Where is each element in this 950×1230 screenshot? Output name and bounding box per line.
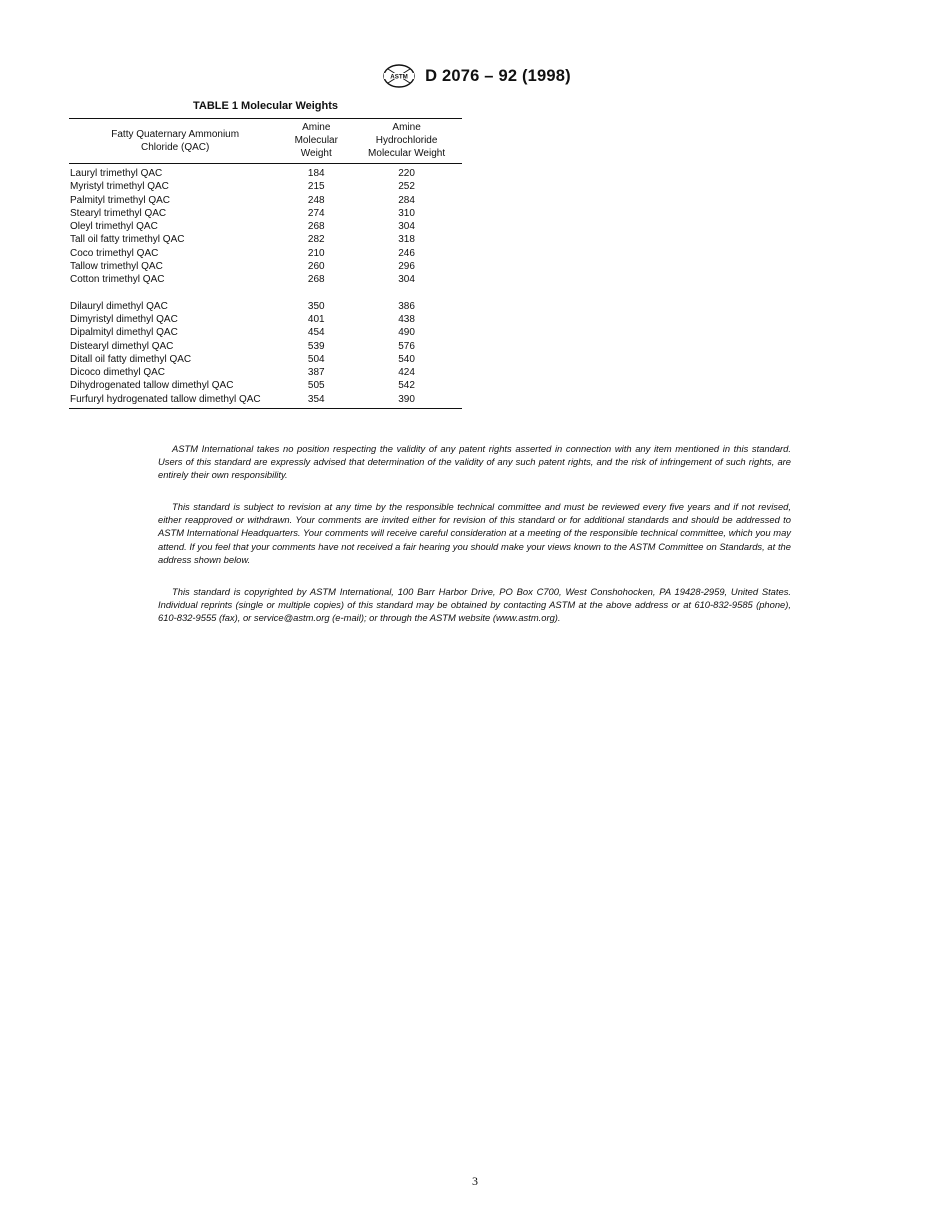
table-row bbox=[69, 260, 462, 273]
table-row bbox=[69, 366, 462, 379]
row-amine-mw: 454 bbox=[307, 327, 325, 339]
table-row bbox=[69, 353, 462, 366]
row-amine-mw: 505 bbox=[307, 380, 325, 392]
row-amine-mw: 387 bbox=[307, 367, 325, 379]
row-hcl-mw: 424 bbox=[398, 367, 415, 379]
row-name: Cotton trimethyl QAC bbox=[70, 274, 165, 286]
row-amine-mw: 248 bbox=[307, 194, 325, 206]
table-row bbox=[69, 300, 462, 313]
table-body bbox=[69, 164, 462, 409]
row-hcl-mw: 304 bbox=[398, 274, 415, 286]
row-amine-mw: 274 bbox=[307, 207, 325, 219]
row-name: Dihydrogenated tallow dimethyl QAC bbox=[70, 380, 234, 392]
row-hcl-mw: 390 bbox=[351, 393, 462, 409]
col-header-qac: Fatty Quaternary Ammonium Chloride (QAC) bbox=[69, 119, 281, 164]
copyright-notice: This standard is copyrighted by ASTM International, 100 Barr Harbor Drive, PO Box C700, West Conshohocken, PA 19428-2959, United States. Individual reprints (single or multiple copies) of this standard may be obtained by contacting ASTM at the above address or at 610-832-9585 (phone), 610-832-9555 (fax), or service@astm.org (e-mail); or through the ASTM website (www.astm.org). bbox=[158, 586, 791, 624]
revision-notice: This standard is subject to revision at any time by the responsible technical committee and must be reviewed every five years and if not revised, either reapproved or withdrawn. Your comments are invited either for revision of this standard or for additional standards and should be addressed to ASTM International Headquarters. Your comments will receive careful consideration at a meeting of the responsible technical committee, which you may attend. If you feel that your comments have not received a fair hearing you should make your views known to the ASTM Committee on Standards, at the address shown below. bbox=[158, 501, 791, 565]
row-amine-mw: 215 bbox=[307, 181, 325, 193]
row-amine-mw: 282 bbox=[307, 234, 325, 246]
row-amine-mw: 539 bbox=[307, 340, 325, 352]
row-amine-mw: 350 bbox=[307, 300, 325, 312]
table-row bbox=[69, 326, 462, 339]
row-amine-mw: 268 bbox=[307, 221, 325, 233]
table-row bbox=[69, 247, 462, 260]
table-row bbox=[69, 313, 462, 326]
row-name: Furfuryl hydrogenated tallow dimethyl QAC bbox=[69, 393, 281, 409]
row-hcl-mw: 542 bbox=[398, 380, 415, 392]
table-row bbox=[69, 180, 462, 193]
standard-designation: D 2076 – 92 (1998) bbox=[425, 66, 571, 85]
row-amine-mw: 184 bbox=[307, 168, 325, 179]
astm-logo-icon bbox=[379, 62, 419, 90]
row-name: Dilauryl dimethyl QAC bbox=[70, 300, 168, 312]
row-hcl-mw: 220 bbox=[398, 168, 415, 179]
row-hcl-mw: 304 bbox=[398, 221, 415, 233]
row-hcl-mw: 438 bbox=[398, 313, 415, 325]
table-row bbox=[69, 207, 462, 220]
table-row bbox=[69, 233, 462, 246]
row-amine-mw: 210 bbox=[307, 247, 325, 259]
table-row bbox=[69, 340, 462, 353]
page-number: 3 bbox=[472, 1174, 478, 1188]
row-name: Ditall oil fatty dimethyl QAC bbox=[70, 353, 192, 365]
table-title: TABLE 1 Molecular Weights bbox=[192, 100, 339, 112]
row-hcl-mw: 318 bbox=[398, 234, 415, 246]
table-row bbox=[69, 393, 462, 409]
table-row bbox=[69, 273, 462, 286]
table-row bbox=[69, 194, 462, 207]
row-hcl-mw: 246 bbox=[398, 247, 415, 259]
row-amine-mw: 401 bbox=[307, 313, 325, 325]
col-header-hcl: Amine Hydrochloride Molecular Weight bbox=[351, 119, 462, 164]
row-name: Lauryl trimethyl QAC bbox=[70, 168, 163, 179]
molecular-weights-table bbox=[69, 100, 462, 409]
row-hcl-mw: 296 bbox=[398, 261, 415, 273]
col-header-amine: Amine Molecular Weight bbox=[281, 119, 351, 164]
row-name: Dipalmityl dimethyl QAC bbox=[70, 327, 178, 339]
row-name: Tallow trimethyl QAC bbox=[70, 261, 163, 273]
row-name: Palmityl trimethyl QAC bbox=[70, 194, 171, 206]
data-table bbox=[69, 118, 462, 409]
row-amine-mw: 504 bbox=[307, 353, 325, 365]
row-name: Coco trimethyl QAC bbox=[70, 247, 159, 259]
row-name: Dimyristyl dimethyl QAC bbox=[70, 313, 178, 325]
row-hcl-mw: 540 bbox=[398, 353, 415, 365]
row-amine-mw: 268 bbox=[307, 274, 325, 286]
row-name: Distearyl dimethyl QAC bbox=[70, 340, 174, 352]
row-hcl-mw: 252 bbox=[398, 181, 415, 193]
table-row bbox=[69, 379, 462, 392]
row-hcl-mw: 490 bbox=[398, 327, 415, 339]
row-amine-mw: 260 bbox=[307, 261, 325, 273]
row-hcl-mw: 386 bbox=[398, 300, 415, 312]
logo-text: ASTM bbox=[390, 73, 408, 81]
row-name: Oleyl trimethyl QAC bbox=[70, 221, 158, 233]
group-spacer bbox=[69, 287, 462, 300]
table-row bbox=[69, 164, 462, 181]
table-row bbox=[69, 220, 462, 233]
page-header bbox=[0, 62, 950, 90]
row-amine-mw: 354 bbox=[281, 393, 351, 409]
row-hcl-mw: 310 bbox=[398, 207, 415, 219]
row-name: Stearyl trimethyl QAC bbox=[70, 207, 167, 219]
row-hcl-mw: 576 bbox=[398, 340, 415, 352]
row-name: Dicoco dimethyl QAC bbox=[70, 367, 166, 379]
row-name: Myristyl trimethyl QAC bbox=[70, 181, 169, 193]
row-hcl-mw: 284 bbox=[398, 194, 415, 206]
row-name: Tall oil fatty trimethyl QAC bbox=[70, 234, 185, 246]
table-header-row bbox=[69, 119, 462, 164]
patent-notice: ASTM International takes no position respecting the validity of any patent rights asserted in connection with any item mentioned in this standard. Users of this standard are expressly advised that determination of the validity of any such patent rights, and the risk of infringement of such rights, are entirely their own responsibility. bbox=[158, 443, 791, 481]
